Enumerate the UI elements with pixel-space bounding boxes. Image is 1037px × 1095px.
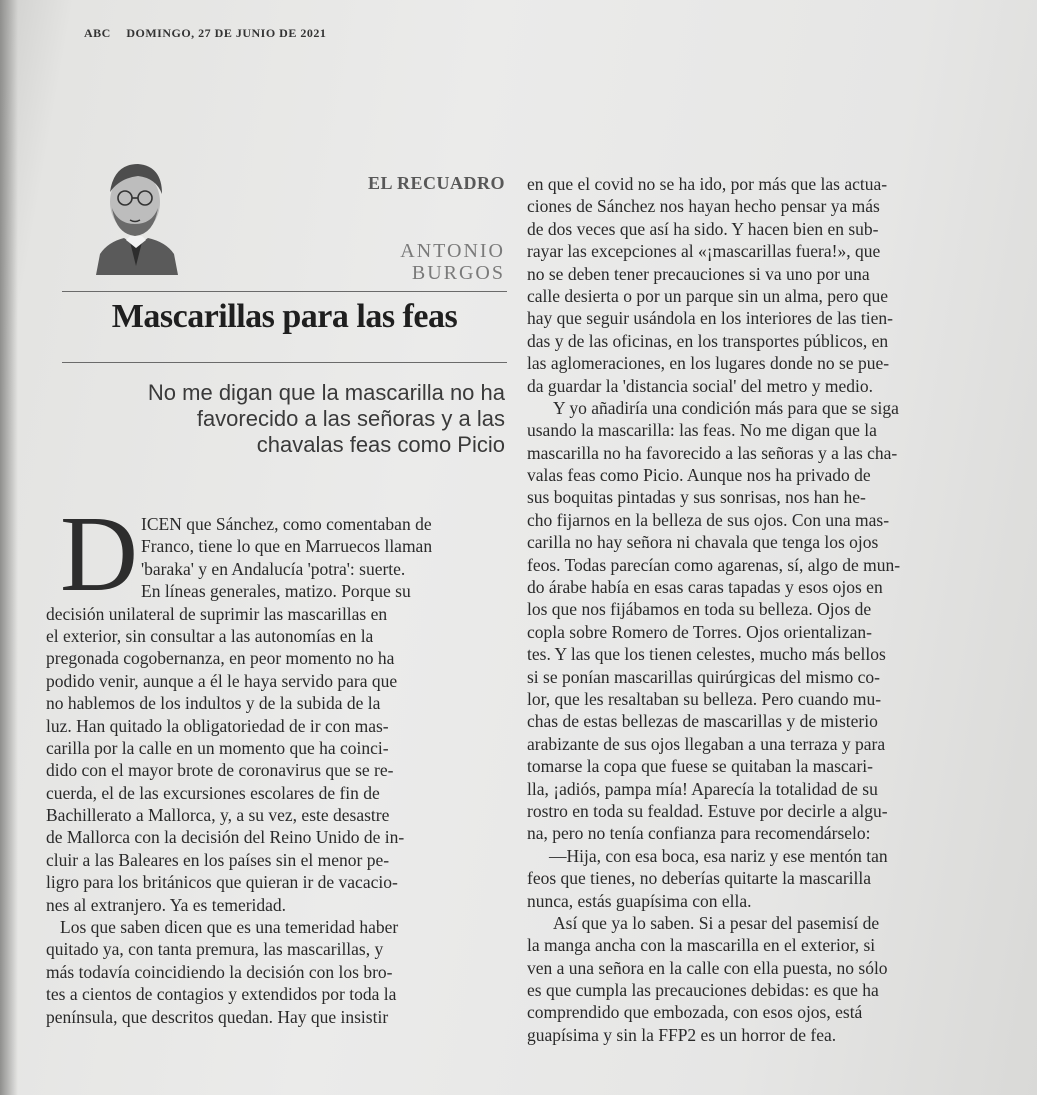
- subhead-line: favorecido a las señoras y a las: [196, 406, 505, 431]
- text-line: En líneas generales, matizo. Porque su: [141, 581, 411, 602]
- author-portrait: [86, 150, 186, 275]
- text-line: el exterior, sin consultar a las autonomías en la: [46, 625, 374, 646]
- text-line: si se ponían mascarillas quirúrgicas del mismo co-: [527, 666, 880, 687]
- text-line: tes. Y las que los tienen celestes, mucho más bellos: [527, 644, 886, 665]
- text-line: pregonada cogobernanza, en peor momento no ha: [46, 648, 395, 669]
- text-line: Franco, tiene lo que en Marruecos llaman: [141, 536, 433, 557]
- text-line: no hablemos de los indultos y de la subida de la: [46, 693, 381, 714]
- text-line: cho fijarnos en la belleza de sus ojos. Con una mas-: [527, 509, 890, 530]
- text-line: do árabe había en esas caras tapadas y esos ojos en: [527, 577, 883, 598]
- text-line: ICEN que Sánchez, como comentaban de: [141, 514, 432, 534]
- text-line: rayar las excepciones al «¡mascarillas fuera!», que: [527, 241, 881, 262]
- text-line: la manga ancha con la mascarilla en el exterior, si: [527, 935, 876, 956]
- subhead-line: chavalas feas como Picio: [256, 432, 505, 457]
- text-line: en que el covid no se ha ido, por más que las actua-: [527, 174, 888, 194]
- text-line: las aglomeraciones, en los lugares donde no se pue-: [527, 353, 890, 374]
- text-line: luz. Han quitado la obligatoriedad de ir con mas-: [46, 715, 389, 736]
- text-line: chas de estas bellezas de mascarillas y de misterio: [527, 711, 878, 732]
- text-line: feos. Todas parecían como agarenas, sí, algo de mun-: [527, 554, 901, 575]
- headline-bottom-rule: [62, 362, 507, 363]
- author-name: [305, 240, 505, 284]
- text-line: rostro en toda su fealdad. Estuve por decirle a algu-: [527, 800, 888, 821]
- date-label: DOMINGO, 27 DE JUNIO DE 2021: [126, 26, 327, 40]
- text-line: más todavía coincidiendo la decisión con los bro-: [46, 961, 393, 982]
- text-line: nunca, estás guapísima con ella.: [527, 890, 752, 911]
- text-line: cluir a las Baleares en los países sin el menor pe-: [46, 849, 390, 870]
- text-line: ven a una señora en la calle con ella puesta, no sólo: [527, 957, 888, 978]
- text-line: podido venir, aunque a él le haya servido para que: [46, 670, 398, 691]
- text-line: comprendido que embozada, con esos ojos, está: [527, 1002, 863, 1023]
- text-line: carilla no hay señora ni chavala que tenga los ojos: [527, 532, 879, 553]
- text-line: quitado ya, con tanta premura, las mascarillas, y: [46, 939, 384, 960]
- text-line: guapísima y sin la FFP2 es un horror de fea.: [527, 1024, 837, 1045]
- text-line: arabizante de sus ojos llegaban a una terraza y para: [527, 733, 886, 754]
- text-line: Así que ya lo saben. Si a pesar del pasemisí de: [553, 912, 880, 933]
- text-line: de dos veces que así ha sido. Y hacen bien en sub-: [527, 218, 879, 239]
- text-line: calle desierta o por un parque sin un alma, pero que: [527, 285, 889, 306]
- text-line: sus boquitas pintadas y sus sonrisas, nos han he-: [527, 487, 866, 508]
- brand-label: ABC: [84, 26, 111, 40]
- author-last-name: BURGOS: [411, 262, 505, 284]
- text-line: península, que descritos quedan. Hay que insistir: [46, 1006, 389, 1027]
- text-line: Los que saben dicen que es una temeridad haber: [60, 917, 399, 938]
- article-column-2: [527, 173, 982, 1046]
- headline: Mascarillas para las feas: [111, 298, 458, 335]
- author-first-name: ANTONIO: [400, 240, 505, 262]
- text-line: no se deben tener precauciones si va uno por una: [527, 263, 870, 284]
- text-line: na, pero no tenía confianza para recomendárselo:: [527, 823, 871, 844]
- text-line: copla sobre Romero de Torres. Ojos orientalizan-: [527, 621, 872, 642]
- text-line: tes a cientos de contagios y extendidos por toda la: [46, 984, 397, 1005]
- drop-cap: D: [60, 495, 138, 614]
- text-line: lor, que les resaltaban su belleza. Pero cuando mu-: [527, 688, 882, 709]
- article-column-1: [46, 513, 506, 1028]
- text-line: tomarse la copa que fuese se quitaban la mascari-: [527, 756, 873, 777]
- text-line: nes al extranjero. Ya es temeridad.: [46, 894, 287, 915]
- text-line: —Hija, con esa boca, esa nariz y ese mentón tan: [549, 845, 888, 866]
- text-line: Bachillerato a Mallorca, y, a su vez, este desastre: [46, 805, 390, 826]
- text-line: Y yo añadiría una condición más para que se siga: [553, 397, 899, 418]
- text-line: dido con el mayor brote de coronavirus que se re-: [46, 760, 394, 781]
- headline-top-rule: [62, 291, 507, 292]
- text-line: cuerda, el de las excursiones escolares de fin de: [46, 782, 380, 803]
- text-line: es que cumpla las precauciones debidas: es que ha: [527, 980, 879, 1001]
- text-line: decisión unilateral de suprimir las mascarillas en: [46, 603, 388, 624]
- text-line: das y de las oficinas, en los transportes públicos, en: [527, 330, 889, 351]
- text-line: lla, ¡adiós, pampa mía! Aparecía la totalidad de su: [527, 778, 878, 799]
- subheadline: [65, 380, 505, 458]
- text-line: carilla por la calle en un momento que ha coinci-: [46, 737, 389, 758]
- text-line: ciones de Sánchez nos hayan hecho pensar ya más: [527, 196, 880, 217]
- page-fold-shadow: [0, 0, 18, 1095]
- text-line: mascarilla no ha favorecido a las señoras y a las cha-: [527, 442, 898, 463]
- section-title: EL RECUADRO: [367, 173, 505, 193]
- text-line: hay que seguir usándola en los interiores de las tien-: [527, 308, 893, 329]
- text-line: valas feas como Picio. Aunque nos ha privado de: [527, 465, 871, 486]
- text-line: los que nos fijábamos en toda su belleza. Ojos de: [527, 599, 872, 620]
- text-line: da guardar la 'distancia social' del metro y medio.: [527, 375, 873, 396]
- text-line: 'baraka' y en Andalucía 'potra': suerte.: [141, 558, 406, 579]
- text-line: feos que tienes, no deberías quitarte la mascarilla: [527, 868, 872, 889]
- page-header: [84, 26, 326, 41]
- text-line: ligro para los británicos que quieran ir de vacacio-: [46, 872, 398, 893]
- text-line: de Mallorca con la decisión del Reino Unido de in-: [46, 827, 405, 848]
- subhead-line: No me digan que la mascarilla no ha: [147, 380, 505, 405]
- text-line: usando la mascarilla: las feas. No me digan que la: [527, 420, 877, 441]
